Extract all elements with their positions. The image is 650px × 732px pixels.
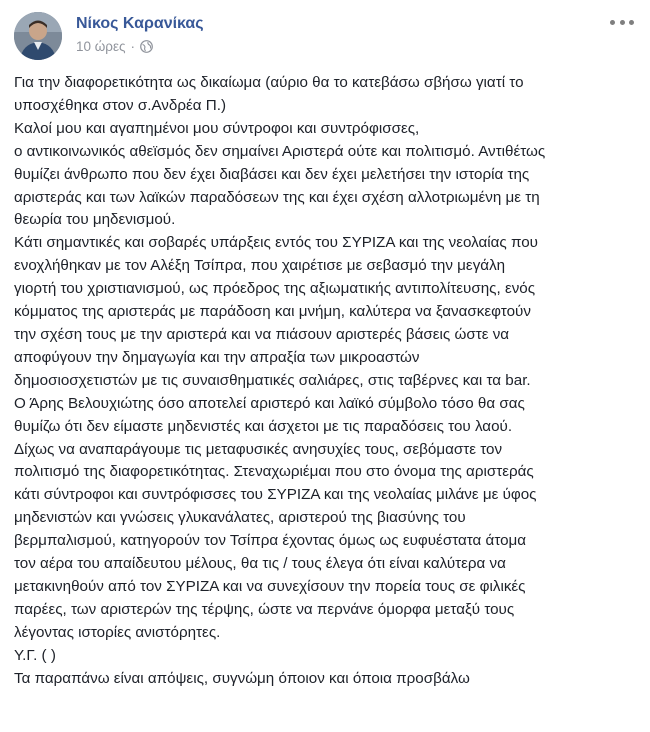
- more-options-icon[interactable]: [610, 16, 634, 28]
- post-text-line: αριστεράς και των λαϊκών παραδόσεων της και έχει σχέση αλλοτριωμένη με τη: [14, 188, 540, 206]
- post-text-line: βερμπαλισμού, κατηγορούν τον Τσίπρα έχοντας όμως ως ευφυέστατα άτομα: [14, 532, 527, 550]
- post-text-line: αποφύγουν την δημαγωγία και την απραξία των μικροαστών: [14, 348, 420, 366]
- post-text-line: θυμίζω ότι δεν είμαστε μηδενιστές και άσχετοι με τις παραδόσεις του λαού.: [14, 417, 513, 435]
- post-text-line: μηδενιστών και γνώσεις γλυκανάλατες, αριστερού της βιασύνης του: [14, 509, 466, 527]
- post-text-line: θυμίζει άνθρωπο που δεν έχει διαβάσει και δεν έχει μελετήσει την ιστορία της: [14, 165, 530, 183]
- author-name[interactable]: Νίκος Καρανίκας: [76, 15, 204, 32]
- post-text-line: ενοχλήθηκαν με τον Αλέξη Τσίπρα, που χαιρέτισε με σεβασμό την μεγάλη: [14, 257, 506, 275]
- post-text-line: γιορτή του χριστιανισμού, ως πρόεδρος της αξιωματικής αντιπολίτευσης, ενός: [14, 280, 536, 298]
- post-text-line: κόμματος της αριστεράς με παράδοση και μνήμη, καλύτερα να ξανασκεφτούν: [14, 303, 531, 321]
- meta-separator: ·: [130, 39, 136, 54]
- post-text-line: κάτι σύντροφοι και συντρόφισσες του ΣΥΡΙΖΑ και της νεολαίας μιλάνε με ύφος: [14, 486, 537, 504]
- post-body: [14, 72, 638, 690]
- post-text-line: Κάτι σημαντικές και σοβαρές υπάρξεις εντός του ΣΥΡΙΖΑ και της νεολαίας που: [14, 234, 538, 252]
- post-text-line: υποσχέθηκα στον σ.Ανδρέα Π.): [14, 96, 227, 114]
- post-meta: [76, 39, 153, 54]
- author-avatar[interactable]: [14, 12, 62, 60]
- globe-icon: [140, 40, 153, 53]
- post-text-line: την σχέση τους με την αριστερά και να πιάσουν αριστερές βάσεις ώστε να: [14, 325, 510, 343]
- post-text-line: πολιτισμό της διαφορετικότητας. Στεναχωριέμαι που στο όνομα της αριστεράς: [14, 463, 534, 481]
- post-text-line: Για την διαφορετικότητα ως δικαίωμα (αύριο θα το κατεβάσω σβήσω γιατί το: [14, 74, 524, 91]
- post-text-line: Ο Άρης Βελουχιώτης όσο αποτελεί αριστερό και λαϊκό σύμβολο τόσο θα σας: [14, 394, 525, 412]
- post-text-line: μετακινηθούν από τον ΣΥΡΙΖΑ και να συνεχίσουν την πορεία τους σε φιλικές: [14, 577, 526, 595]
- post-text-line: θεωρία του μηδενισμού.: [14, 211, 176, 229]
- post-text-line: τον αέρα του απαίδευτου μέλους, θα τις / τους έλεγα ότι είναι καλύτερα να: [14, 555, 506, 573]
- post-text-line: λέγοντας ιστορίες ανιστόρητες.: [14, 623, 221, 641]
- post-text-line: παρέες, των αριστερών της τέρψης, ώστε να περνάνε όμορφα μεταξύ τους: [14, 600, 515, 618]
- post-text-line: δημοσιοσχετιστών με τις συναισθηματικές σαλιάρες, στις ταβέρνες και τα bar.: [14, 371, 531, 389]
- post-text-line: ο αντικοινωνικός αθεϊσμός δεν σημαίνει Αριστερά ούτε και πολιτισμό. Αντιθέτως: [14, 142, 546, 160]
- post-text-line: Τα παραπάνω είναι απόψεις, συγνώμη όποιον και όποια προσβάλω: [14, 669, 470, 687]
- post-text-line: Δίχως να αναπαράγουμε τις μεταφυσικές ανησυχίες τους, σεβόμαστε τον: [14, 440, 503, 458]
- post-text-line: Καλοί μου και αγαπημένοι μου σύντροφοι και συντρόφισσες,: [14, 119, 420, 137]
- post-timestamp[interactable]: 10 ώρες: [76, 39, 126, 54]
- post-text-line: Υ.Γ. ( ): [14, 646, 56, 664]
- post-header: [14, 12, 634, 60]
